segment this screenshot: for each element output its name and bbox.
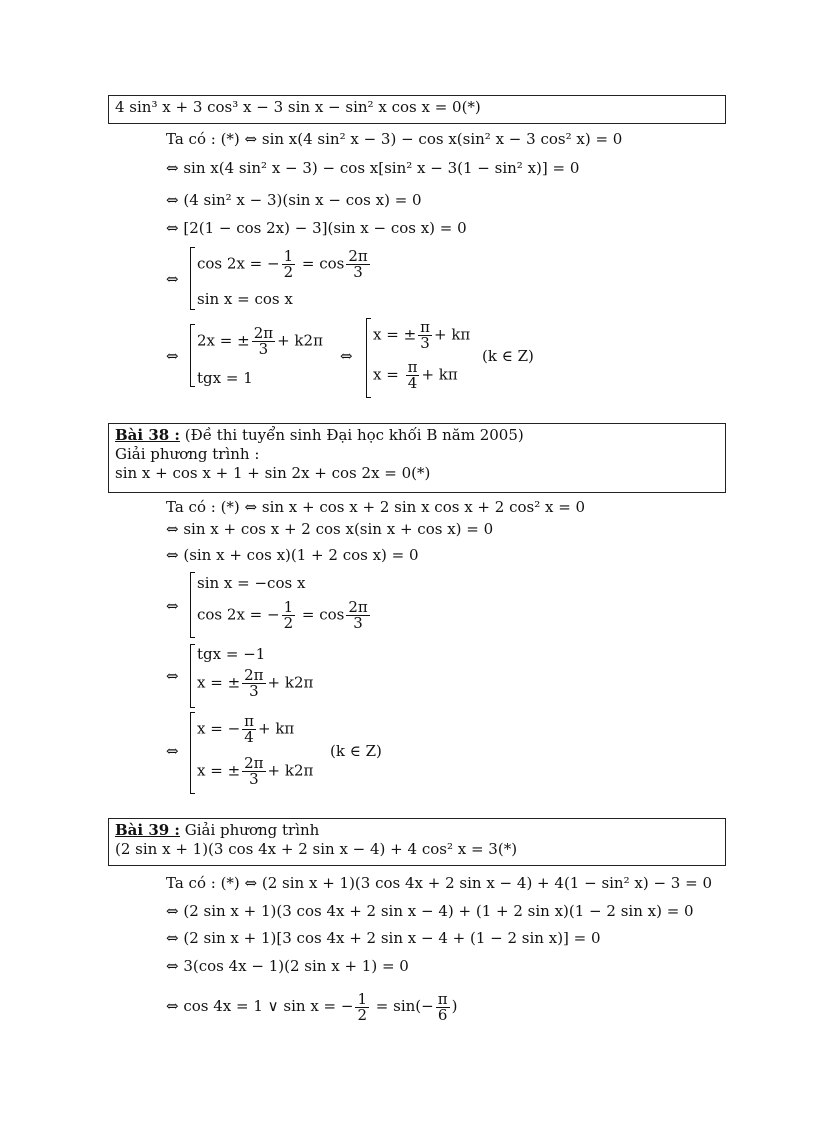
- p38-sc-r2-post: + k2π: [267, 761, 314, 780]
- p37-step-3: ⇔ (4 sin² x − 3)(sin x − cos x) = 0: [166, 191, 422, 209]
- p38-sb-frac-num: 2π: [244, 666, 264, 684]
- p39-last-frac-1: [355, 989, 369, 1024]
- problem-39-heading: Bài 39 :: [115, 821, 180, 839]
- p37-equiv-arrow-b: ⇔: [166, 347, 179, 365]
- p38-sa-frac-2: [346, 600, 369, 631]
- p39-step-4: ⇔ 3(cos 4x − 1)(2 sin x + 1) = 0: [166, 957, 409, 975]
- p37-sb-frac-den: 3: [258, 340, 269, 358]
- p37-sc-r1-post: + kπ: [434, 325, 471, 344]
- p38-sc-r1-post: + kπ: [258, 719, 295, 738]
- p37-sc-frac-2-den: 4: [407, 374, 418, 392]
- p38-system-c: [190, 712, 330, 794]
- p37-sc-r2-post: + kπ: [421, 365, 458, 384]
- p38-k-note: (k ∈ Z): [330, 742, 382, 760]
- p37-sc-frac-2-num: π: [407, 358, 418, 376]
- p37-sc-r1-pre: x = ±: [373, 325, 417, 344]
- p37-sb-frac-num: 2π: [253, 324, 274, 342]
- p38-step-2: ⇔ sin x + cos x + 2 cos x(sin x + cos x) = 0: [166, 520, 494, 538]
- p38-sc-frac-2-num: 2π: [244, 754, 264, 772]
- p37-system-a-row-1: [197, 249, 372, 280]
- problem-39-statement: (2 sin x + 1)(3 cos 4x + 2 sin x − 4) + 4 cos² x = 3(*): [115, 840, 518, 858]
- p38-sc-frac-1: [242, 714, 256, 745]
- problem-39-header-box: [108, 818, 726, 866]
- p37-sc-frac-2: [406, 360, 420, 391]
- p37-sa-frac-1: [282, 249, 296, 280]
- p37-sa-r1-mid: = cos: [297, 254, 345, 273]
- p38-sc-frac-1-num: π: [244, 712, 254, 730]
- p37-system-b-row-2: tgx = 1: [197, 369, 253, 387]
- p37-sa-frac-2-den: 3: [353, 263, 363, 281]
- p37-sa-frac-1-den: 2: [283, 263, 294, 281]
- p37-sb-r1-post: + k2π: [277, 331, 323, 350]
- p39-last-post: ): [451, 997, 458, 1015]
- p38-step-1: Ta có : (*) ⇔ sin x + cos x + 2 sin x cos x + 2 cos² x = 0: [166, 498, 586, 516]
- p38-system-a-row-2: [197, 600, 372, 631]
- p39-last-pre: ⇔ cos 4x = 1 ∨ sin x = −: [166, 997, 354, 1015]
- p39-step-3: ⇔ (2 sin x + 1)[3 cos 4x + 2 sin x − 4 + (1 − 2 sin x)] = 0: [166, 929, 601, 947]
- p37-step-4: ⇔ [2(1 − cos 2x) − 3](sin x − cos x) = 0: [166, 219, 467, 237]
- problem-38-header-box: [108, 423, 726, 493]
- p37-sb-frac: [252, 326, 275, 357]
- p38-sa-r2-mid: = cos: [297, 605, 345, 624]
- problem-38-source: (Đề thi tuyển sinh Đại học khối B năm 2005): [184, 426, 524, 444]
- p38-system-b-row-1: tgx = −1: [197, 645, 266, 663]
- problem-38-title-line: [115, 426, 719, 445]
- p39-last-mid: = sin(−: [371, 997, 434, 1015]
- p38-sc-frac-1-den: 4: [244, 728, 254, 746]
- p37-system-c: [366, 318, 476, 398]
- p37-sa-frac-2-num: 2π: [348, 247, 368, 265]
- p37-equiv-arrow-c: ⇔: [340, 347, 353, 365]
- p38-sa-frac-1-den: 2: [283, 614, 294, 632]
- p37-sa-r1-pre: cos 2x = −: [197, 254, 280, 273]
- p37-step-1: Ta có : (*) ⇔ sin x(4 sin² x − 3) − cos x(sin² x − 3 cos² x) = 0: [166, 130, 623, 148]
- p38-sc-r1-pre: x = −: [197, 719, 241, 738]
- problem-39-title-line: [115, 821, 719, 840]
- p38-sa-frac-2-num: 2π: [348, 598, 368, 616]
- p38-system-a: [190, 572, 390, 638]
- p38-system-b: [190, 644, 330, 708]
- p38-system-b-row-2: [197, 668, 313, 699]
- p39-step-5: [166, 990, 457, 1023]
- p38-sc-frac-2-den: 3: [249, 770, 259, 788]
- problem-38-statement: sin x + cos x + 1 + sin 2x + cos 2x = 0(*): [115, 464, 431, 482]
- p37-system-a-row-2: sin x = cos x: [197, 290, 293, 308]
- p37-sa-frac-2: [346, 249, 369, 280]
- problem-38-task: Giải phương trình :: [115, 445, 260, 463]
- p39-step-2: ⇔ (2 sin x + 1)(3 cos 4x + 2 sin x − 4) + (1 + 2 sin x)(1 − 2 sin x) = 0: [166, 902, 694, 920]
- p39-last-frac-2: [436, 989, 450, 1024]
- p38-sb-r2-pre: x = ±: [197, 673, 241, 692]
- p37-k-note: (k ∈ Z): [482, 347, 534, 365]
- p37-step-2: ⇔ sin x(4 sin² x − 3) − cos x[sin² x − 3(1 − sin² x)] = 0: [166, 159, 580, 177]
- p37-sa-frac-1-num: 1: [283, 247, 294, 265]
- p37-system-a: [190, 247, 390, 310]
- p37-system-c-row-2: [373, 360, 458, 391]
- p38-sa-frac-2-den: 3: [353, 614, 363, 632]
- p38-sb-r2-post: + k2π: [267, 673, 314, 692]
- p38-equiv-arrow-b: ⇔: [166, 667, 179, 685]
- p38-sa-r2-pre: cos 2x = −: [197, 605, 280, 624]
- problem-38-heading: Bài 38 :: [115, 426, 180, 444]
- p37-sb-r1-pre: 2x = ±: [197, 331, 250, 350]
- p38-system-c-row-2: [197, 756, 313, 787]
- p39-last-frac-2-num: π: [437, 989, 448, 1008]
- problem-37-statement-box: [108, 95, 726, 124]
- p37-sc-frac-1-num: π: [420, 318, 430, 336]
- p39-last-frac-1-num: 1: [357, 989, 368, 1008]
- p37-system-b: [190, 324, 330, 387]
- p39-step-1: Ta có : (*) ⇔ (2 sin x + 1)(3 cos 4x + 2 sin x − 4) + 4(1 − sin² x) − 3 = 0: [166, 874, 712, 892]
- p39-last-frac-2-den: 6: [437, 1005, 448, 1024]
- p38-equiv-arrow-a: ⇔: [166, 597, 179, 615]
- p38-system-a-row-1: sin x = −cos x: [197, 574, 306, 592]
- p38-system-c-row-1: [197, 714, 294, 745]
- problem-37-statement: 4 sin³ x + 3 cos³ x − 3 sin x − sin² x cos x = 0(*): [115, 98, 481, 116]
- p38-sa-frac-1: [282, 600, 296, 631]
- p38-sb-frac-den: 3: [249, 682, 259, 700]
- p37-sc-r2-pre: x =: [373, 365, 404, 384]
- p39-last-frac-1-den: 2: [357, 1005, 368, 1024]
- p38-sc-frac-2: [242, 756, 265, 787]
- p38-sc-r2-pre: x = ±: [197, 761, 241, 780]
- p37-equiv-arrow-a: ⇔: [166, 270, 179, 288]
- p38-equiv-arrow-c: ⇔: [166, 742, 179, 760]
- p38-step-3: ⇔ (sin x + cos x)(1 + 2 cos x) = 0: [166, 546, 419, 564]
- p37-system-b-row-1: [197, 326, 323, 357]
- p37-system-c-row-1: [373, 320, 470, 351]
- p37-sc-frac-1-den: 3: [420, 334, 430, 352]
- problem-39-task: Giải phương trình: [184, 821, 320, 839]
- p38-sb-frac: [242, 668, 265, 699]
- p37-sc-frac-1: [418, 320, 432, 351]
- p38-sa-frac-1-num: 1: [283, 598, 294, 616]
